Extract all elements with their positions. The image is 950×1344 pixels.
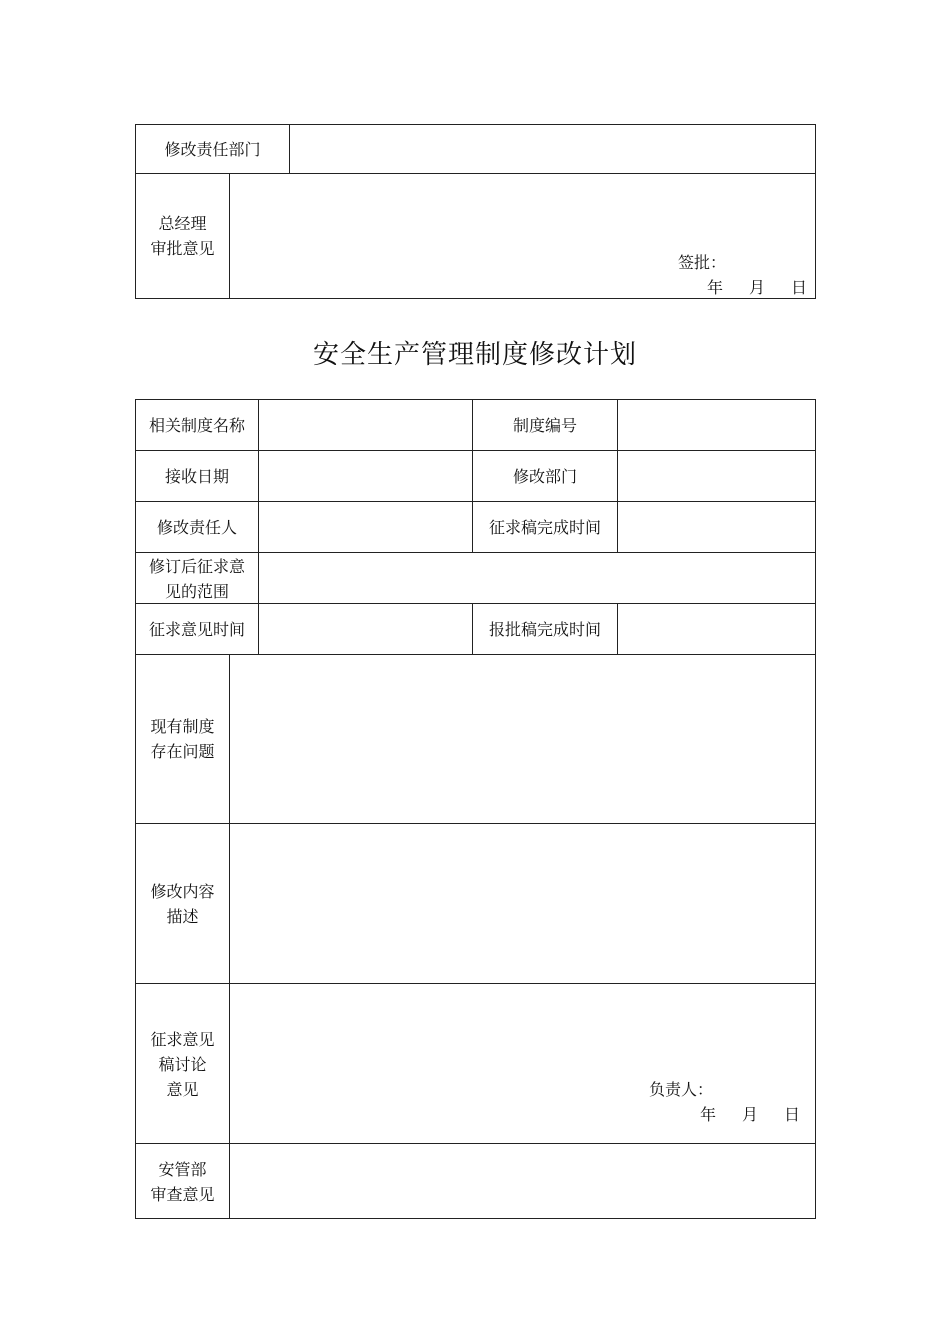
safety-review-label [136, 1157, 229, 1207]
dept-value-field[interactable] [290, 125, 815, 173]
responsible-label: 负责人： [649, 1080, 714, 1099]
revision-content-line2: 描述 [166, 907, 199, 926]
policy-number-field[interactable] [618, 400, 815, 450]
discussion-opinion-line3: 意见 [166, 1080, 199, 1099]
receive-date-label: 接收日期 [164, 467, 229, 486]
discussion-opinion-line2: 稿讨论 [158, 1055, 207, 1074]
draft-complete-time-field[interactable] [618, 502, 815, 552]
responsible-person-field[interactable] [259, 502, 472, 552]
dept-label: 修改责任部门 [164, 140, 261, 159]
policy-number-label: 制度编号 [512, 416, 577, 435]
document-title: 安全生产管理制度修改计划 [312, 340, 637, 370]
revise-dept-field[interactable] [618, 451, 815, 501]
policy-name-label: 相关制度名称 [148, 416, 245, 435]
gm-label-line2: 审批意见 [150, 239, 215, 258]
revision-content-field[interactable] [230, 824, 815, 983]
revise-dept-label: 修改部门 [512, 467, 577, 486]
discussion-date-year: 年 [700, 1105, 717, 1124]
existing-problems-line2: 存在问题 [150, 742, 215, 761]
revision-content-label [136, 879, 229, 929]
discussion-date-month: 月 [742, 1105, 759, 1124]
consultation-scope-field[interactable] [259, 553, 815, 603]
discussion-opinion-label [136, 1027, 229, 1102]
revision-content-line1: 修改内容 [150, 882, 215, 901]
discussion-opinion-line1: 征求意见 [150, 1030, 215, 1049]
consultation-scope-label [136, 554, 258, 604]
consultation-scope-line2: 见的范围 [164, 582, 229, 601]
discussion-opinion-field[interactable] [230, 984, 815, 1143]
gm-label-line1: 总经理 [158, 214, 207, 233]
draft-complete-time-label: 征求稿完成时间 [488, 518, 601, 537]
existing-problems-line1: 现有制度 [150, 717, 215, 736]
gm-approval-label [136, 211, 229, 261]
gm-approval-field[interactable] [230, 174, 815, 298]
existing-problems-label [136, 714, 229, 764]
policy-name-field[interactable] [259, 400, 472, 450]
date-year: 年 [707, 278, 724, 297]
discussion-date-day: 日 [784, 1105, 801, 1124]
responsible-person-label: 修改责任人 [156, 518, 237, 537]
sign-label: 签批： [678, 253, 727, 272]
approval-draft-time-label: 报批稿完成时间 [488, 620, 601, 639]
existing-problems-field[interactable] [230, 655, 815, 823]
safety-review-line2: 审查意见 [150, 1185, 215, 1204]
consultation-scope-line1: 修订后征求意 [148, 557, 245, 576]
safety-review-line1: 安管部 [158, 1160, 207, 1179]
date-month: 月 [749, 278, 766, 297]
receive-date-field[interactable] [259, 451, 472, 501]
consultation-time-field[interactable] [259, 604, 472, 654]
approval-draft-time-field[interactable] [618, 604, 815, 654]
date-day: 日 [791, 278, 808, 297]
safety-review-field[interactable] [230, 1144, 815, 1218]
consultation-time-label: 征求意见时间 [148, 620, 245, 639]
